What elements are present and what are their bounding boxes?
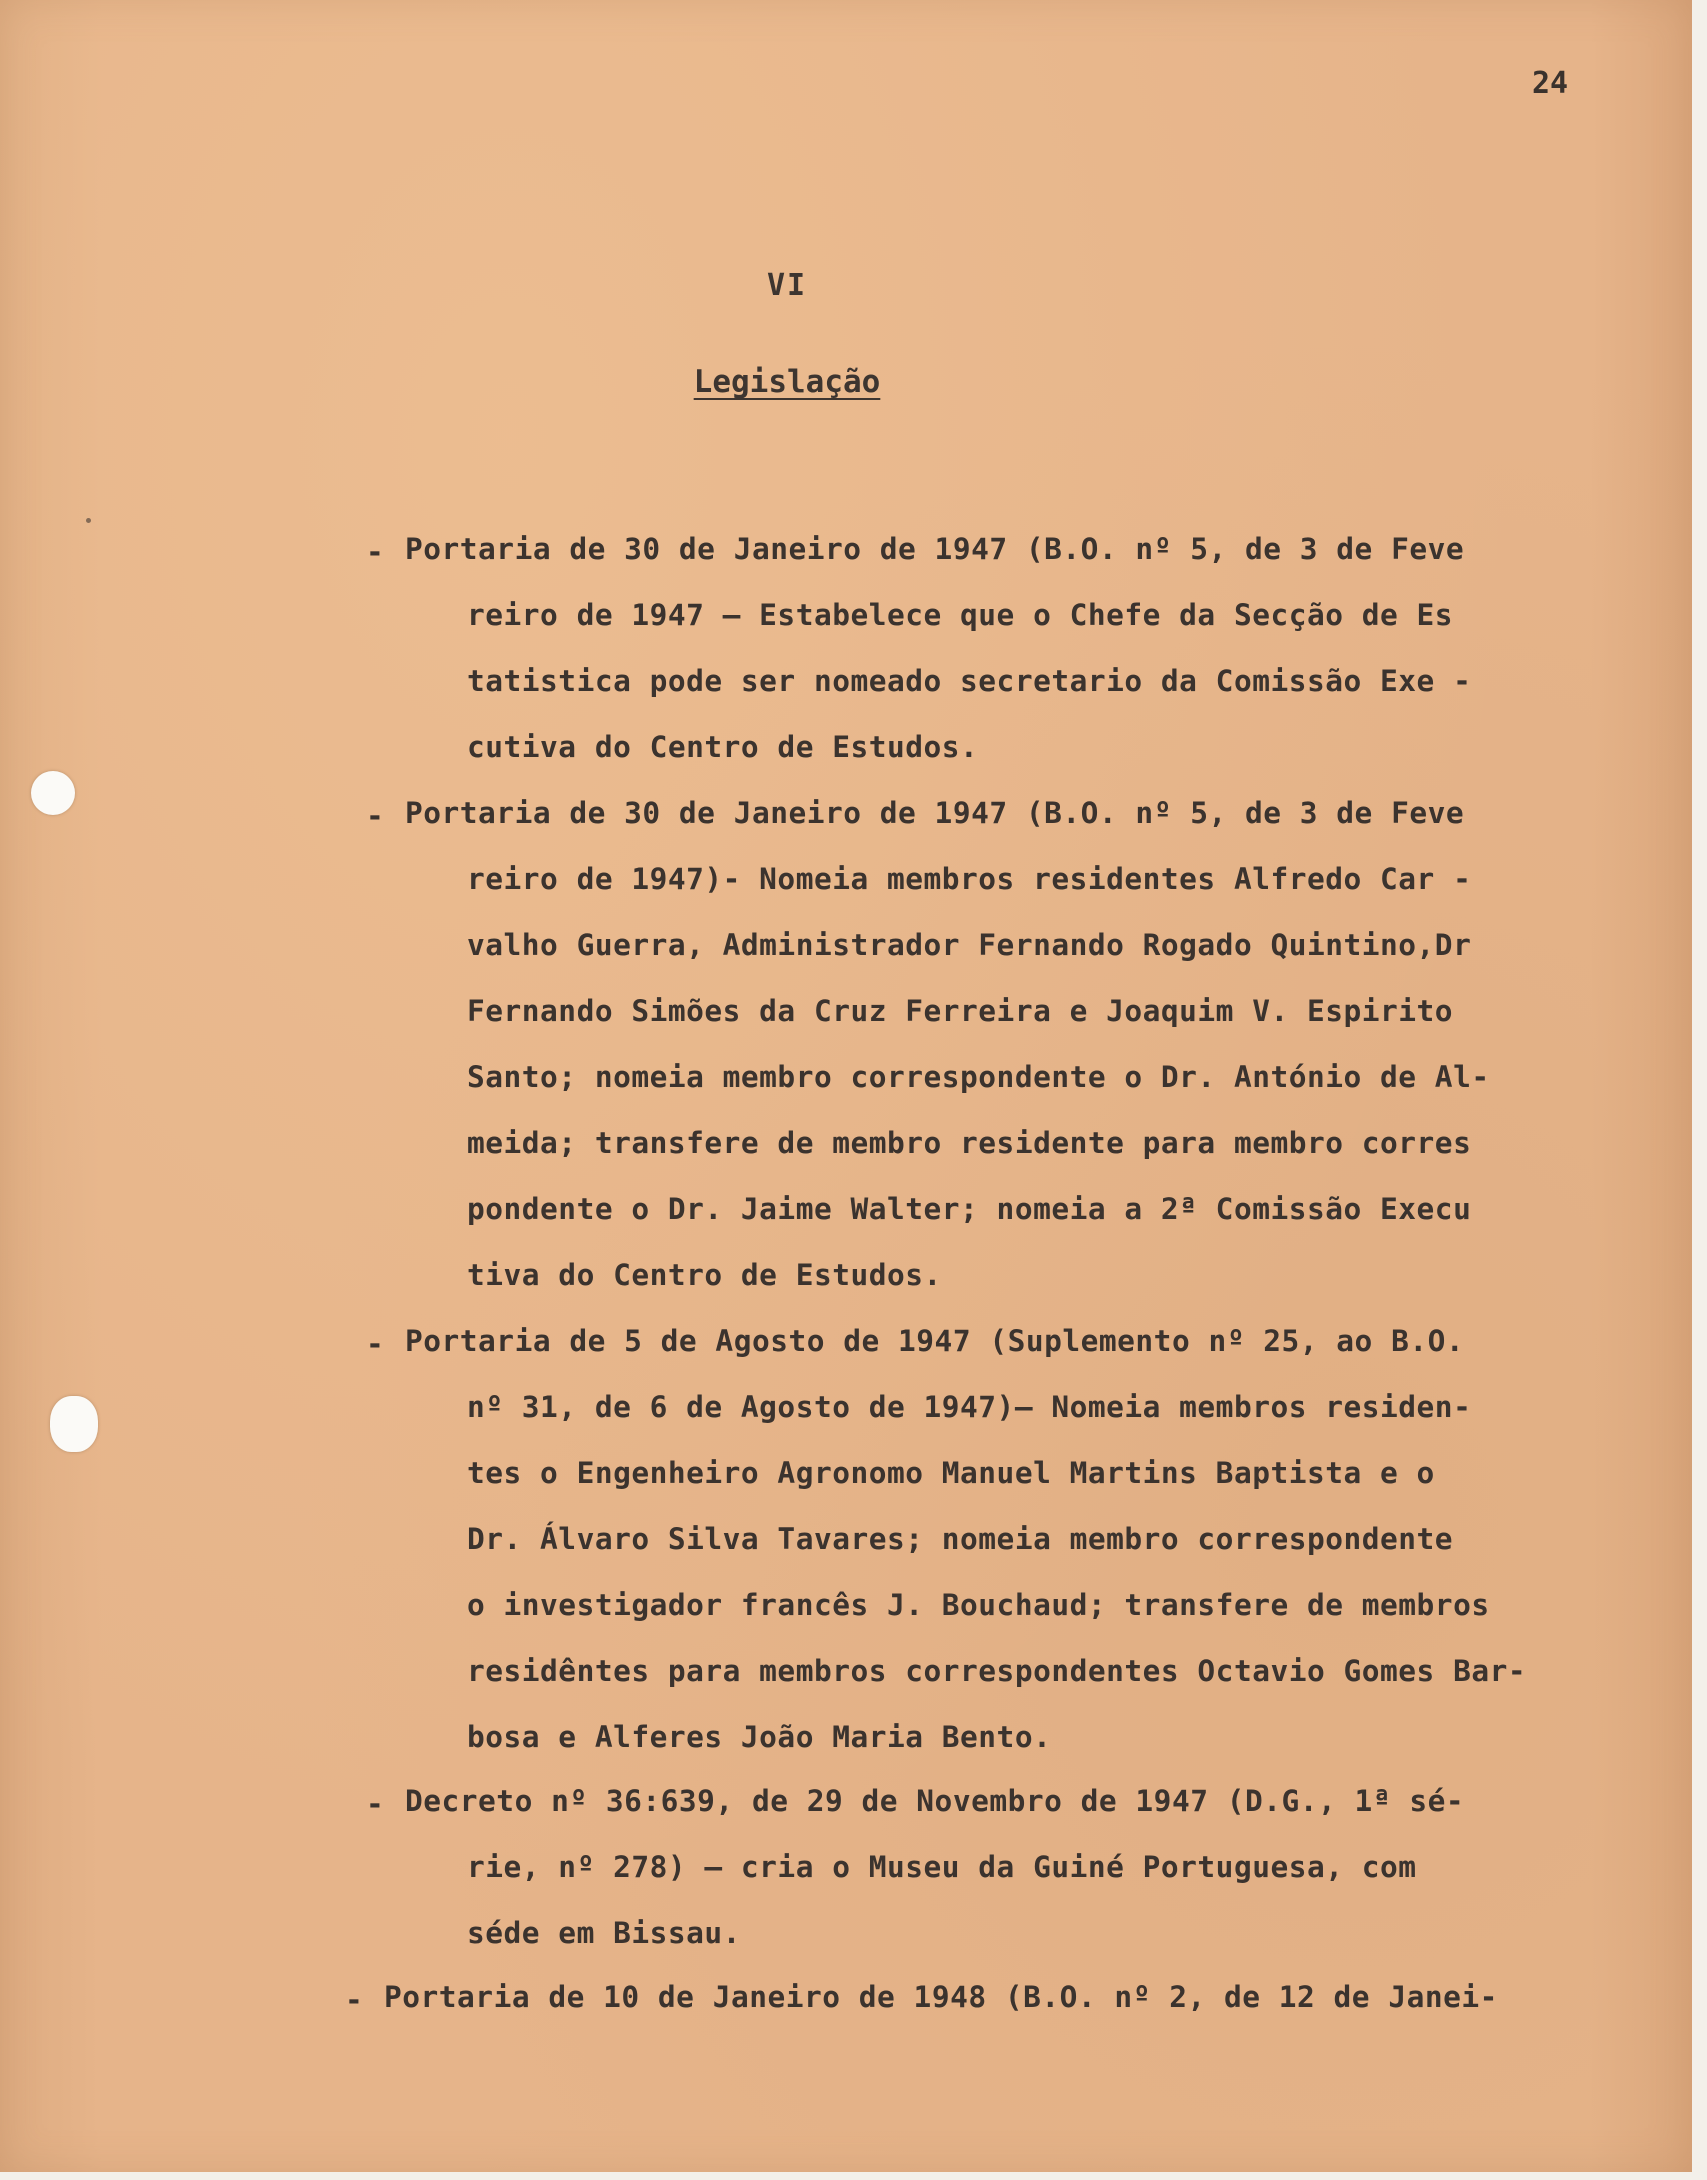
entry-line: Dr. Álvaro Silva Tavares; nomeia membro correspondente <box>467 1522 1454 1556</box>
entry-line: tatistica pode ser nomeado secretario da Comissão Exe - <box>467 664 1472 698</box>
entry-line: valho Guerra, Administrador Fernando Rogado Quintino,Dr <box>467 928 1472 962</box>
entry-line: nº 31, de 6 de Agosto de 1947)— Nomeia membros residen- <box>467 1390 1472 1424</box>
entry-line: tiva do Centro de Estudos. <box>467 1258 942 1292</box>
entry-line: pondente o Dr. Jaime Walter; nomeia a 2ª Comissão Execu <box>467 1192 1472 1226</box>
entry-line: Portaria de 30 de Janeiro de 1947 (B.O. nº 5, de 3 de Feve <box>405 532 1465 566</box>
punch-hole-bottom <box>50 1396 98 1452</box>
entry-line: reiro de 1947 — Estabelece que o Chefe da Secção de Es <box>467 598 1454 632</box>
entry-line: Fernando Simões da Cruz Ferreira e Joaquim V. Espirito <box>467 994 1454 1028</box>
entry-line: tes o Engenheiro Agronomo Manuel Martins Baptista e o <box>467 1456 1435 1490</box>
entry-line: residêntes para membros correspondentes Octavio Gomes Bar- <box>467 1654 1527 1688</box>
paper-speck <box>86 518 91 523</box>
entry-line: Portaria de 10 de Janeiro de 1948 (B.O. nº 2, de 12 de Janei- <box>384 1980 1498 2014</box>
entry-line: Portaria de 5 de Agosto de 1947 (Suplemento nº 25, ao B.O. <box>405 1324 1465 1358</box>
entry-line: reiro de 1947)- Nomeia membros residentes Alfredo Car - <box>467 862 1472 896</box>
bullet-dash: - <box>366 799 384 833</box>
entry-line: cutiva do Centro de Estudos. <box>467 730 979 764</box>
entry-line: Decreto nº 36:639, de 29 de Novembro de 1947 (D.G., 1ª sé- <box>405 1784 1465 1818</box>
bullet-dash: - <box>345 1983 363 2017</box>
section-title <box>640 364 934 400</box>
bullet-dash: - <box>366 1787 384 1821</box>
entry-line: rie, nº 278) — cria o Museu da Guiné Portuguesa, com <box>467 1850 1417 1884</box>
section-numeral: VI <box>766 268 808 303</box>
entry-line: Portaria de 30 de Janeiro de 1947 (B.O. nº 5, de 3 de Feve <box>405 796 1465 830</box>
section-title-text: Legislação <box>693 364 881 400</box>
bullet-dash: - <box>366 1327 384 1361</box>
entry-line: bosa e Alferes João Maria Bento. <box>467 1720 1052 1754</box>
bullet-dash: - <box>366 535 384 569</box>
entry-line: o investigador francês J. Bouchaud; transfere de membros <box>467 1588 1490 1622</box>
entry-line: meida; transfere de membro residente para membro corres <box>467 1126 1472 1160</box>
entry-line: séde em Bissau. <box>467 1916 741 1950</box>
punch-hole-top <box>31 771 75 815</box>
page-number: 24 <box>1531 66 1569 101</box>
entry-line: Santo; nomeia membro correspondente o Dr. António de Al- <box>467 1060 1490 1094</box>
